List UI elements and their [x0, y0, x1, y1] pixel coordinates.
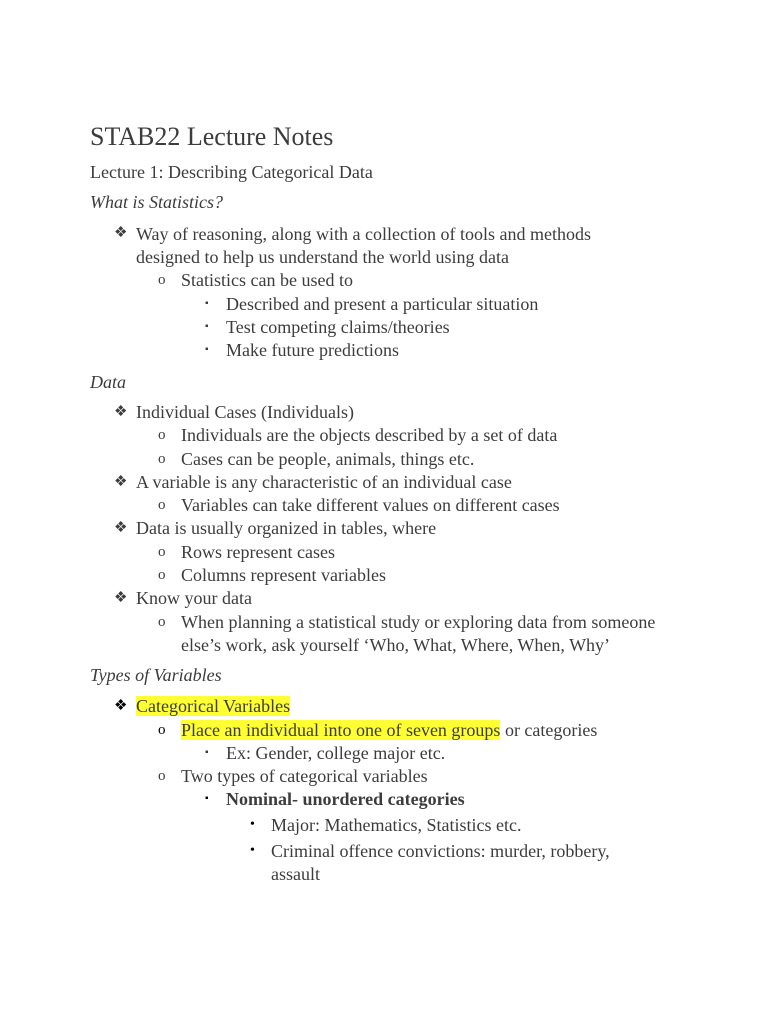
- dot-bullet-icon: •: [250, 817, 255, 832]
- list-item-text-continued: else’s work, ask yourself ‘Who, What, Where, When, Why’: [181, 635, 611, 655]
- circle-bullet-icon: o: [158, 272, 166, 288]
- list-item-text: Cases can be people, animals, things etc.: [181, 449, 475, 469]
- list-item-text: When planning a statistical study or exploring data from someone: [181, 612, 656, 632]
- list-item-text: Variables can take different values on different cases: [181, 495, 560, 515]
- diamond-bullet-icon: ❖: [114, 404, 128, 420]
- diamond-bullet-icon: ❖: [114, 520, 128, 536]
- list-item-text-continued: designed to help us understand the world using data: [136, 247, 509, 267]
- list-item-text-continued: assault: [271, 864, 320, 884]
- circle-bullet-icon: o: [158, 544, 166, 560]
- list-item-text: Individual Cases (Individuals): [136, 402, 354, 422]
- circle-bullet-icon: o: [158, 768, 166, 784]
- list-item-text: Ex: Gender, college major etc.: [226, 743, 446, 763]
- section-heading: Types of Variables: [90, 665, 222, 685]
- list-item-text: Data is usually organized in tables, where: [136, 518, 437, 538]
- square-bullet-icon: ▪: [205, 344, 209, 355]
- list-item-text: Way of reasoning, along with a collection of tools and methods: [136, 224, 591, 244]
- section-heading: Data: [90, 372, 126, 392]
- list-item-text: Nominal- unordered categories: [226, 789, 465, 809]
- highlighted-text: Place an individual into one of seven groups: [181, 720, 501, 740]
- circle-bullet-icon: o: [158, 722, 166, 738]
- list-item-text: Columns represent variables: [181, 565, 386, 585]
- square-bullet-icon: ▪: [205, 747, 209, 758]
- list-item-text: Individuals are the objects described by a set of data: [181, 425, 558, 445]
- list-item-text: Make future predictions: [226, 340, 399, 360]
- list-item-text: Statistics can be used to: [181, 270, 353, 290]
- circle-bullet-icon: o: [158, 567, 166, 583]
- highlighted-text: Categorical Variables: [136, 696, 291, 716]
- list-item-text: Two types of categorical variables: [181, 766, 428, 786]
- diamond-bullet-icon: ❖: [114, 225, 128, 241]
- circle-bullet-icon: o: [158, 427, 166, 443]
- lecture-subtitle: Lecture 1: Describing Categorical Data: [90, 162, 373, 182]
- list-item-line: [136, 696, 290, 717]
- list-item-text: Rows represent cases: [181, 542, 335, 562]
- dot-bullet-icon: •: [250, 843, 255, 858]
- circle-bullet-icon: o: [158, 497, 166, 513]
- square-bullet-icon: ▪: [205, 793, 209, 804]
- section-heading: What is Statistics?: [90, 192, 224, 212]
- diamond-bullet-icon: ❖: [114, 698, 128, 714]
- document-title: STAB22 Lecture Notes: [90, 122, 334, 151]
- list-item-text: or categories: [500, 720, 598, 740]
- list-item-text: A variable is any characteristic of an individual case: [136, 472, 512, 492]
- circle-bullet-icon: o: [158, 451, 166, 467]
- circle-bullet-icon: o: [158, 614, 166, 630]
- diamond-bullet-icon: ❖: [114, 590, 128, 606]
- list-item-text: Described and present a particular situation: [226, 294, 539, 314]
- list-item-line: [181, 720, 597, 741]
- list-item-text: Criminal offence convictions: murder, robbery,: [271, 841, 610, 861]
- diamond-bullet-icon: ❖: [114, 474, 128, 490]
- square-bullet-icon: ▪: [205, 321, 209, 332]
- list-item-text: Know your data: [136, 588, 252, 608]
- square-bullet-icon: ▪: [205, 298, 209, 309]
- list-item-text: Major: Mathematics, Statistics etc.: [271, 815, 522, 835]
- list-item-text: Test competing claims/theories: [226, 317, 450, 337]
